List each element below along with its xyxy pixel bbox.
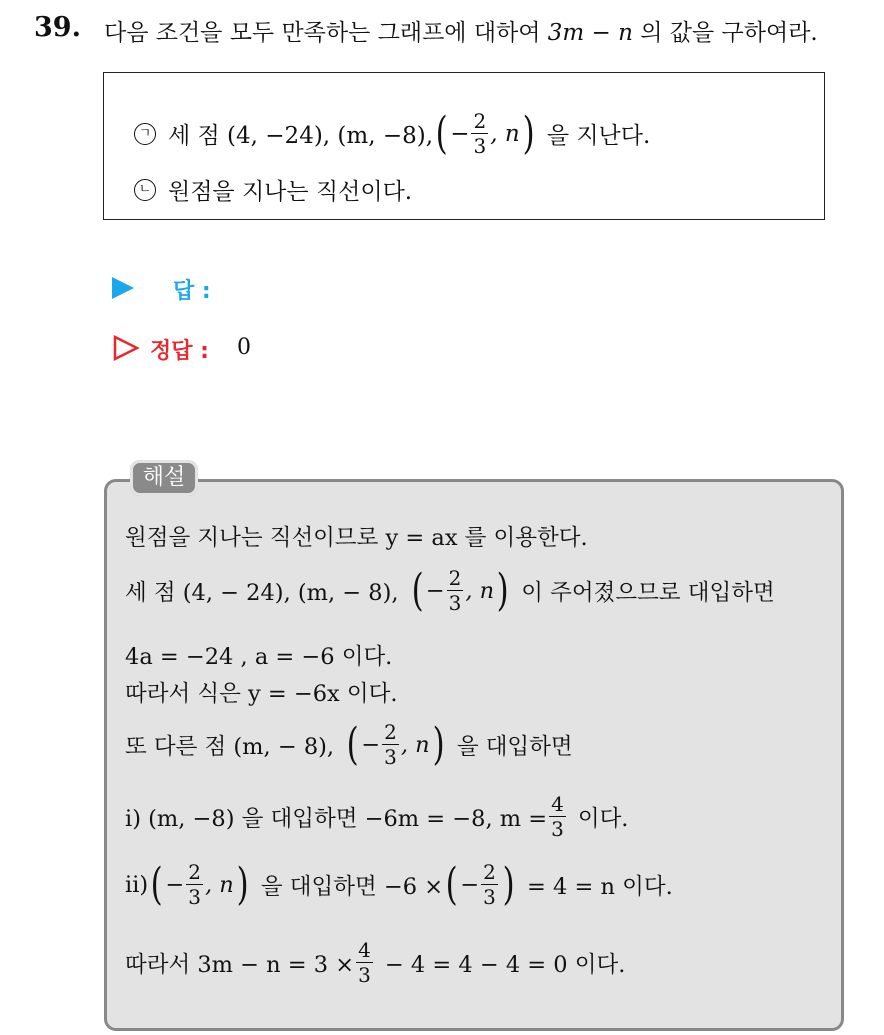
condition-1	[134, 107, 651, 159]
solution-line-8	[125, 940, 625, 985]
right-paren: )	[502, 858, 515, 910]
solution-line-6-prefix: ⅰ) (m, −8) 을 대입하면 −6m = −8, m =	[125, 805, 548, 832]
solution-line-8-suffix: − 4 = 4 − 4 = 0 이다.	[384, 951, 626, 978]
solution-line-1: 원점을 지나는 직선이므로 y = ax 를 이용한다.	[125, 525, 588, 551]
fraction-denominator: 3	[473, 134, 487, 158]
solution-box	[104, 479, 844, 1031]
solution-line-3: 4a = −24 , a = −6 이다.	[125, 644, 393, 670]
fraction	[549, 794, 566, 839]
solution-line-2	[125, 564, 775, 616]
answer-label: 답 :	[173, 279, 211, 304]
fraction	[382, 722, 399, 767]
solution-line-7-mid: 을 대입하면 −6 ×	[260, 873, 444, 900]
fraction-numerator: 4	[551, 792, 564, 816]
fraction	[186, 862, 203, 907]
fraction-numerator: 2	[384, 720, 397, 744]
condition-1-tail: , n	[490, 120, 520, 147]
correct-answer-label: 정답 :	[150, 339, 209, 364]
left-paren: (	[346, 718, 359, 770]
right-paren: )	[432, 718, 445, 770]
solution-line-7-label: ⅱ)	[125, 871, 149, 898]
fraction-numerator: 2	[448, 566, 462, 590]
left-paren: (	[435, 107, 448, 159]
minus-sign: −	[361, 731, 381, 758]
solution-line-4: 따라서 식은 y = −6x 이다.	[125, 681, 398, 707]
condition-2-text: 원점을 지나는 직선이다.	[168, 179, 413, 205]
right-paren: )	[496, 564, 509, 616]
solution-line-5-tail: , n	[400, 731, 430, 758]
fraction-denominator: 3	[483, 885, 496, 909]
solution-line-7-tail: , n	[204, 871, 234, 898]
minus-sign: −	[450, 120, 470, 147]
left-paren: (	[445, 858, 458, 910]
solution-line-5	[125, 718, 573, 770]
correct-answer-value: 0	[237, 335, 251, 360]
fraction	[447, 568, 464, 613]
answer-arrow-icon	[112, 277, 134, 299]
conditions-box	[103, 72, 825, 220]
question-text-after: 의 값을 구하여라.	[640, 20, 818, 46]
solution-line-5-prefix: 또 다른 점 (m, − 8),	[125, 733, 335, 760]
right-paren: )	[522, 107, 535, 159]
minus-sign: −	[165, 871, 185, 898]
fraction-numerator: 2	[188, 860, 201, 884]
question-text-before: 다음 조건을 모두 만족하는 그래프에 대하여	[104, 20, 541, 46]
condition-1-suffix: 을 지난다.	[546, 123, 651, 149]
question-expression: 3m − n	[547, 20, 633, 46]
solution-line-7	[125, 858, 673, 910]
fraction-denominator: 3	[188, 885, 201, 909]
solution-line-5-suffix: 을 대입하면	[456, 733, 573, 760]
circled-marker-2: ㄴ	[134, 179, 156, 201]
fraction-numerator: 2	[473, 109, 487, 133]
fraction-denominator: 3	[551, 817, 564, 841]
solution-line-2-suffix: 이 주어졌으므로 대입하면	[521, 579, 775, 606]
solution-line-2-tail: , n	[465, 577, 495, 604]
minus-sign: −	[460, 871, 480, 898]
fraction-denominator: 3	[384, 745, 397, 769]
solution-tag: 해설	[130, 460, 198, 496]
solution-line-2-prefix: 세 점 (4, − 24), (m, − 8),	[125, 579, 399, 606]
fraction-denominator: 3	[358, 963, 371, 987]
circled-marker-1: ㄱ	[134, 123, 156, 145]
condition-2	[134, 173, 412, 206]
fraction-numerator: 4	[358, 938, 371, 962]
solution-line-7-suffix: = 4 = n 이다.	[527, 873, 673, 900]
solution-line-6	[125, 794, 628, 839]
solution-line-8-prefix: 따라서 3m − n = 3 ×	[125, 951, 355, 978]
condition-1-prefix: 세 점 (4, −24), (m, −8),	[168, 123, 434, 149]
minus-sign: −	[425, 577, 445, 604]
question-text	[104, 14, 818, 47]
question-number: 39.	[34, 12, 81, 43]
fraction-numerator: 2	[483, 860, 496, 884]
fraction-denominator: 3	[448, 591, 462, 615]
left-paren: (	[150, 858, 163, 910]
left-paren: (	[411, 564, 424, 616]
fraction	[481, 862, 498, 907]
right-paren: )	[236, 858, 249, 910]
fraction	[356, 940, 373, 985]
correct-answer-arrow-icon	[112, 334, 140, 362]
fraction	[471, 111, 488, 156]
solution-line-6-suffix: 이다.	[577, 805, 629, 832]
